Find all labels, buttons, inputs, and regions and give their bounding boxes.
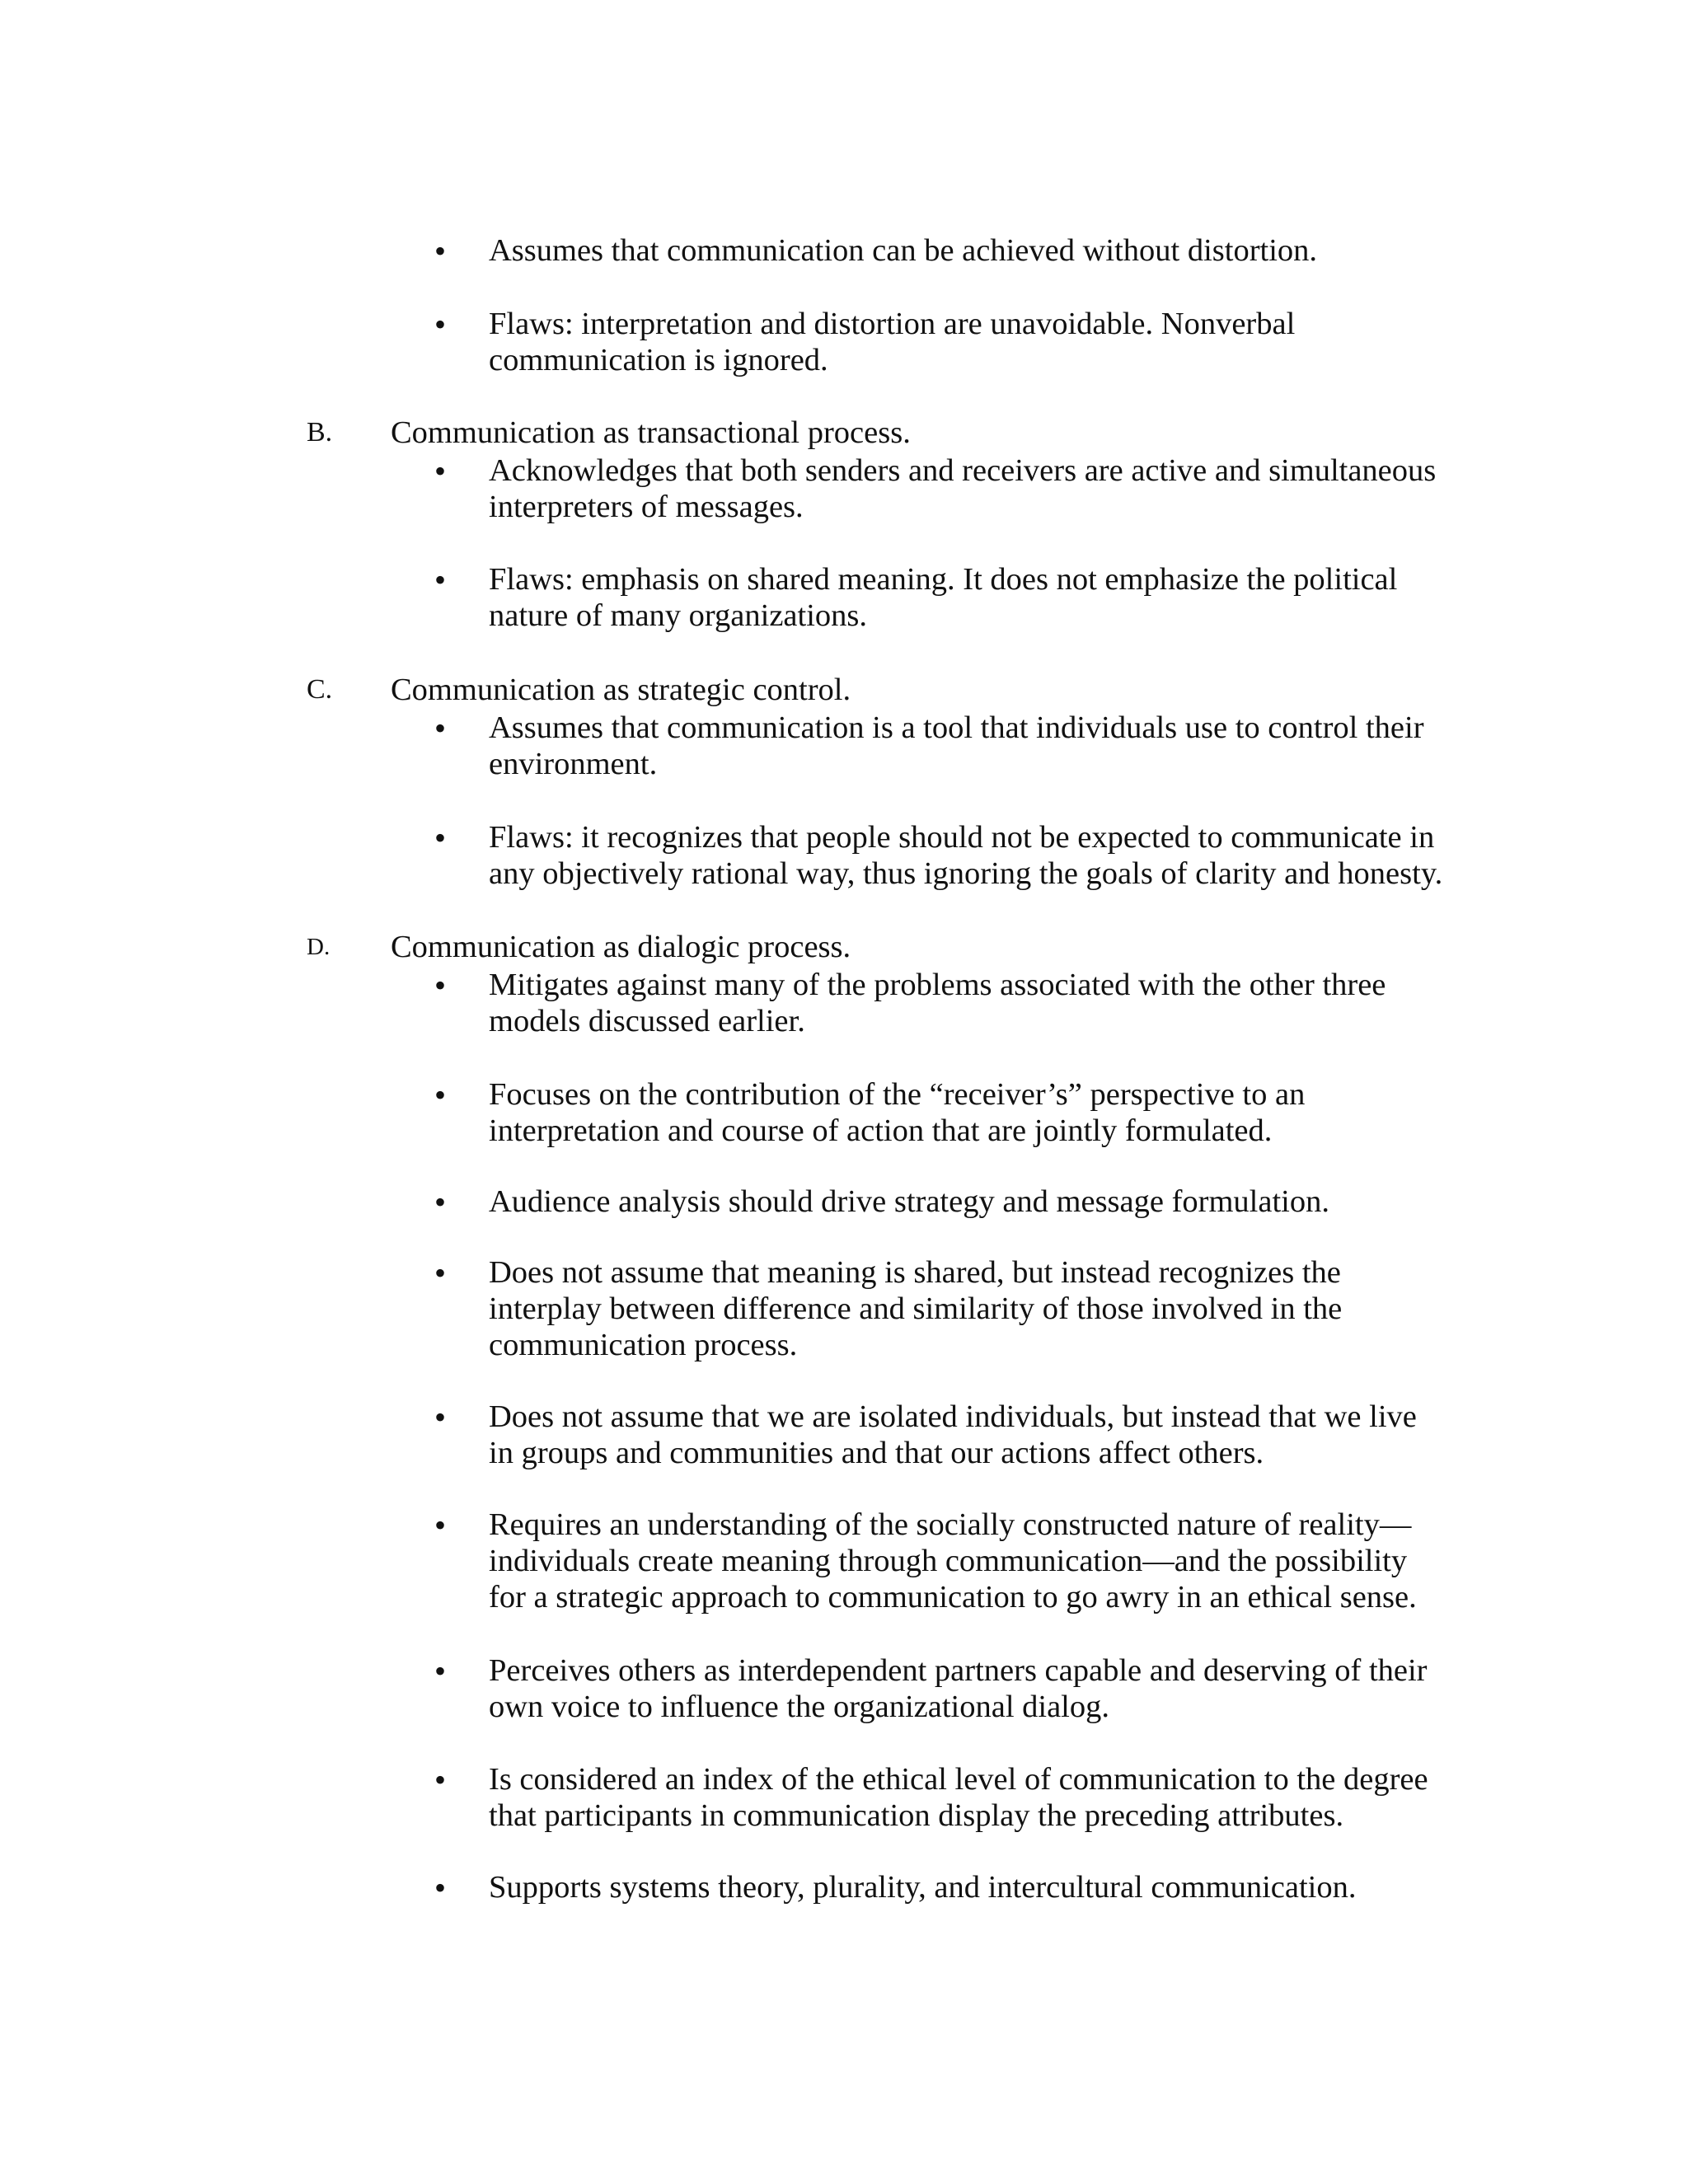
bullet-marker: • [434, 1183, 447, 1221]
bullet-text: Assumes that communication is a tool that individuals use to control their environment. [489, 710, 1424, 781]
section-letter: D. [307, 934, 331, 960]
bullet-text: Mitigates against many of the problems associated with the other three models discussed earlier. [489, 968, 1386, 1038]
bullet-marker: • [434, 710, 447, 747]
section-heading: Communication as strategic control. [391, 673, 851, 707]
bullet-marker: • [434, 1399, 447, 1436]
bullet-text: Acknowledges that both senders and receivers are active and simultaneous interpreters of messages. [489, 453, 1437, 524]
bullet-marker: • [434, 561, 447, 598]
bullet-text: Flaws: interpretation and distortion are unavoidable. Nonverbal communication is ignored. [489, 307, 1296, 377]
bullet-text: Flaws: emphasis on shared meaning. It does not emphasize the political nature of many organizations. [489, 562, 1398, 633]
section-letter: C. [307, 674, 333, 705]
bullet-marker: • [434, 306, 447, 343]
bullet-text: Does not assume that we are isolated individuals, but instead that we live in groups and communities and that our actions affect others. [489, 1399, 1417, 1470]
bullet-text: Perceives others as interdependent partners capable and deserving of their own voice to influence the organizational dialog. [489, 1653, 1428, 1724]
bullet-marker: • [434, 452, 447, 490]
bullet-marker: • [434, 967, 447, 1004]
bullet-text: Does not assume that meaning is shared, but instead recognizes the interplay between difference and similarity of those involved in the communication process. [489, 1255, 1343, 1362]
bullet-text: Requires an understanding of the socially constructed nature of reality— individuals create meaning through communication—and the possibility for a strategic approach to communication to go awry in an ethical sense. [489, 1507, 1417, 1615]
bullet-marker: • [434, 1076, 447, 1113]
bullet-marker: • [434, 1869, 447, 1906]
bullet-text: Supports systems theory, plurality, and intercultural communication. [489, 1870, 1357, 1905]
bullet-marker: • [434, 1254, 447, 1291]
bullet-marker: • [434, 232, 447, 269]
bullet-text: Focuses on the contribution of the “receiver’s” perspective to an interpretation and course of action that are jointly formulated. [489, 1077, 1306, 1148]
section-heading: Communication as transactional process. [391, 415, 911, 450]
bullet-marker: • [434, 1652, 447, 1690]
section-heading: Communication as dialogic process. [391, 930, 851, 964]
bullet-text: Is considered an index of the ethical level of communication to the degree that participants in communication display the preceding attributes. [489, 1762, 1428, 1833]
bullet-text: Flaws: it recognizes that people should not be expected to communicate in any objectively rational way, thus ignoring the goals of clarity and honesty. [489, 820, 1443, 891]
bullet-text: Audience analysis should drive strategy and message formulation. [489, 1184, 1329, 1219]
bullet-text: Assumes that communication can be achieved without distortion. [489, 233, 1318, 268]
bullet-marker: • [434, 819, 447, 856]
section-letter: B. [307, 417, 333, 448]
bullet-marker: • [434, 1761, 447, 1798]
bullet-marker: • [434, 1507, 447, 1544]
